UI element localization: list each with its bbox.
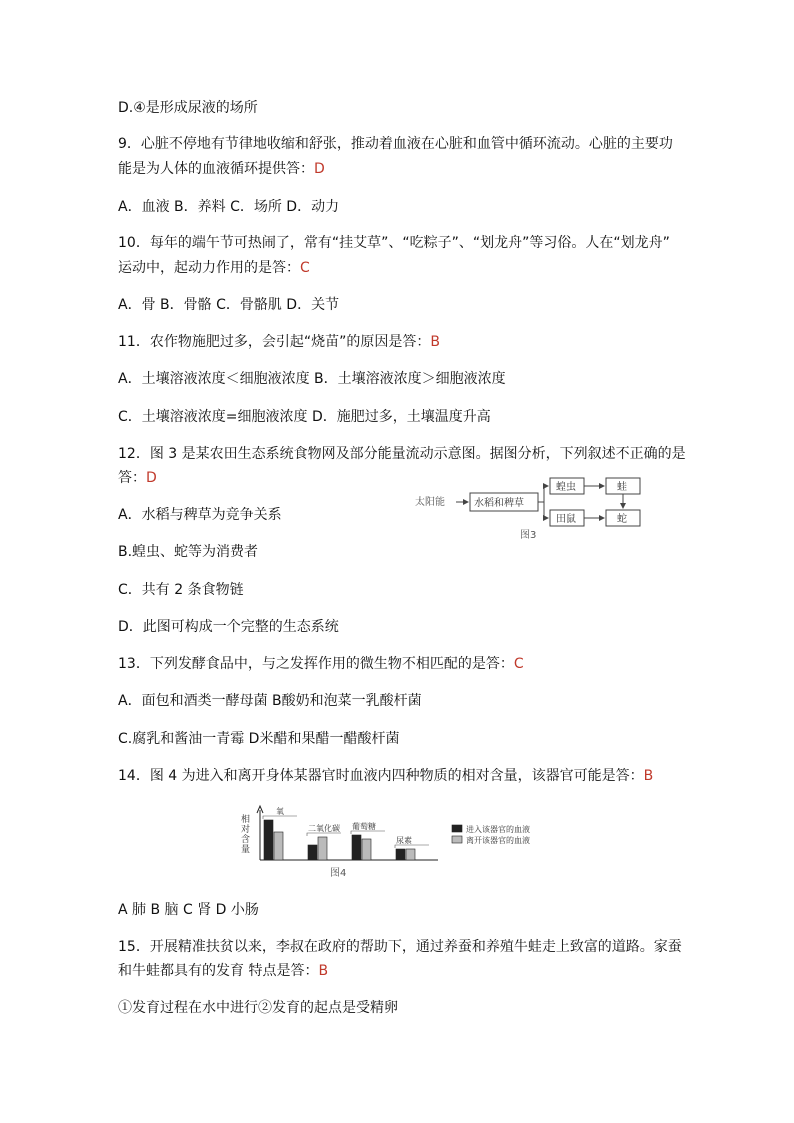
- q12-answer-prefix: 答：: [118, 470, 146, 486]
- q11-stem-text: 11．农作物施肥过多，会引起“烧苗”的原因是答：: [118, 334, 431, 350]
- chart-ylabel: 相对含量: [239, 814, 249, 854]
- q15-stem-2: [118, 961, 328, 981]
- diagram-frog: 蛙: [617, 482, 627, 493]
- bar-2-series-0: [352, 835, 361, 860]
- q12-answer: D: [146, 470, 157, 486]
- category-bracket: [263, 816, 297, 819]
- bar-3-series-1: [406, 849, 415, 860]
- diagram-producer: 水稻和稗草: [474, 498, 524, 509]
- q10-stem-2: [118, 258, 310, 278]
- diagram-mouse: 田鼠: [556, 514, 576, 525]
- q13-options-2: C.腐乳和酱油一青霉 D米醋和果醋一醋酸杆菌: [118, 731, 400, 747]
- category-label: 葡萄糖: [352, 822, 376, 831]
- q12-stem: 12．图 3 是某农田生态系统食物网及部分能量流动示意图。据图分析，下列叙述不正确的是: [118, 446, 686, 462]
- q12-answer-line: [118, 468, 157, 488]
- legend-label: 进入该器官的血液: [466, 825, 530, 834]
- bar-0-series-1: [274, 832, 283, 860]
- category-label: 二氧化碳: [308, 824, 340, 833]
- bar-1-series-1: [318, 837, 327, 860]
- q10-stem-2-text: 运动中，起动力作用的是答：: [118, 260, 300, 276]
- q12-option-c: C．共有 2 条食物链: [118, 582, 244, 598]
- q10-stem-1: 10．每年的端午节可热闹了，常有“挂艾草”、“吃粽子”、“划龙舟”等习俗。人在“划龙舟”: [118, 235, 670, 251]
- bar-3-series-0: [396, 849, 405, 860]
- q9-options: A．血液 B．养料 C．场所 D．动力: [118, 199, 340, 215]
- diagram-snake: 蛇: [617, 514, 627, 525]
- q11-options-2: C．土壤溶液浓度=细胞液浓度 D．施肥过多，土壤温度升高: [118, 409, 491, 425]
- q10-options: A．骨 B．骨骼 C．骨骼肌 D．关节: [118, 297, 340, 313]
- q11-answer: B: [430, 334, 440, 350]
- q15-stem-1: 15．开展精准扶贫以来，李叔在政府的帮助下，通过养蚕和养殖牛蛙走上致富的道路。家蚕: [118, 939, 682, 955]
- q14-answer: B: [643, 768, 654, 784]
- q13-stem: [118, 654, 524, 674]
- category-bracket: [351, 831, 385, 834]
- q12-option-b: B.蝗虫、蛇等为消费者: [118, 544, 259, 560]
- category-bracket: [395, 845, 429, 848]
- category-bracket: [307, 833, 341, 836]
- q8-option-d: D.④是形成尿液的场所: [118, 100, 258, 116]
- category-label: 氧: [276, 807, 284, 816]
- diagram-sun: 太阳能: [415, 497, 445, 508]
- food-web-diagram: [410, 472, 660, 544]
- legend-label: 离开该器官的血液: [466, 836, 530, 845]
- q15-answer: B: [318, 963, 329, 979]
- bar-0-series-0: [264, 820, 273, 860]
- q14-options: A 肺 B 脑 C 肾 D 小肠: [118, 902, 259, 918]
- q12-option-a: A．水稻与稗草为竞争关系: [118, 507, 282, 523]
- q14-stem-text: 14．图 4 为进入和离开身体某器官时血液内四种物质的相对含量，该器官可能是答：: [118, 768, 644, 784]
- q13-answer: C: [513, 656, 524, 672]
- chart-title: 图4: [330, 868, 347, 879]
- bar-2-series-1: [362, 839, 371, 860]
- q13-options-1: A．面包和酒类一酵母菌 B酸奶和泡菜一乳酸杆菌: [118, 693, 422, 709]
- q14-stem: [118, 766, 653, 786]
- blood-substance-chart: [238, 800, 558, 880]
- diagram-locust: 蝗虫: [556, 482, 576, 493]
- q15-items: ①发育过程在水中进行②发育的起点是受精卵: [118, 1000, 398, 1016]
- legend-swatch: [452, 825, 462, 832]
- q12-option-d: D．此图可构成一个完整的生态系统: [118, 619, 339, 635]
- q13-stem-text: 13．下列发酵食品中，与之发挥作用的微生物不相匹配的是答：: [118, 656, 514, 672]
- q9-answer: D: [314, 161, 325, 177]
- diagram-caption: 图3: [520, 530, 537, 541]
- q9-stem-1: 9．心脏不停地有节律地收缩和舒张，推动着血液在心脏和血管中循环流动。心脏的主要功: [118, 136, 673, 152]
- q11-stem: [118, 332, 440, 352]
- q11-options-1: A．土壤溶液浓度＜细胞液浓度 B．土壤溶液浓度＞细胞液浓度: [118, 371, 506, 387]
- category-label: 尿素: [396, 836, 412, 845]
- legend-swatch: [452, 836, 462, 843]
- q10-answer: C: [300, 260, 310, 276]
- bar-1-series-0: [308, 845, 317, 860]
- q9-stem-2: [118, 159, 325, 179]
- q9-stem-2-text: 能是为人体的血液循环提供答：: [118, 161, 314, 177]
- q15-stem-2-text: 和牛蛙都具有的发育 特点是答：: [118, 963, 319, 979]
